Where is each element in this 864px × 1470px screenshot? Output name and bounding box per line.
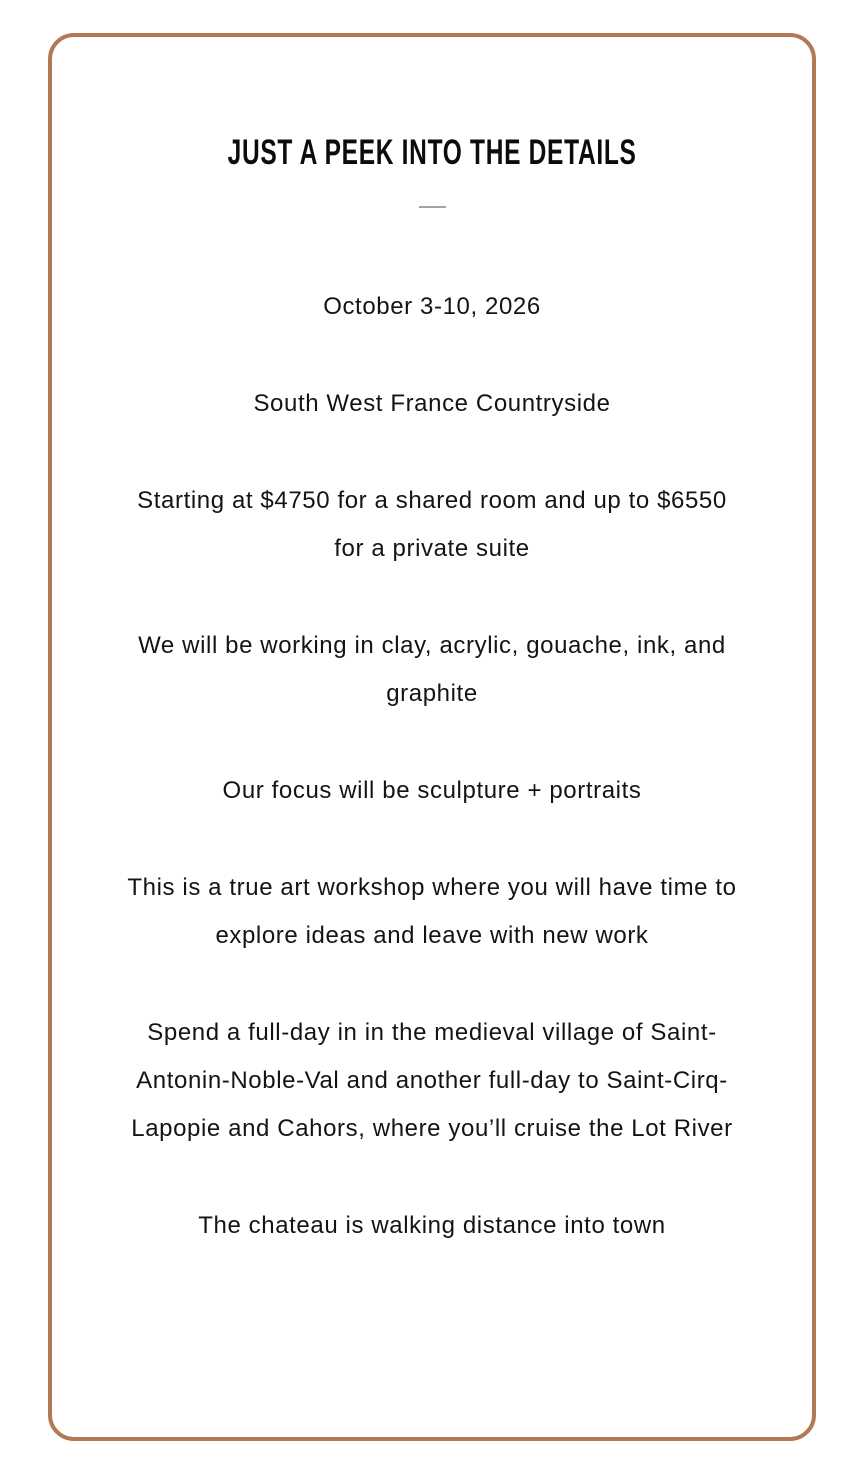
detail-paragraph-date: October 3-10, 2026 — [323, 293, 541, 320]
detail-paragraph-focus: Our focus will be sculpture + portraits — [222, 777, 642, 804]
detail-paragraph-materials: We will be working in clay, acrylic, gouache, ink, and graphite — [138, 632, 726, 707]
details-heading — [52, 133, 812, 173]
detail-paragraph-pricing: Starting at $4750 for a shared room and up to $6550 for a private suite — [137, 487, 727, 562]
details-content — [52, 208, 812, 1250]
detail-paragraph-excursions: Spend a full-day in in the medieval village of Saint-Antonin-Noble-Val and another full-day to Saint-Cirq-Lapopie and Cahors, where you’ll cruise the Lot River — [131, 1019, 733, 1142]
detail-paragraph-chateau: The chateau is walking distance into town — [198, 1212, 666, 1239]
detail-paragraph-location: South West France Countryside — [253, 390, 611, 417]
detail-paragraph-workshop: This is a true art workshop where you will have time to explore ideas and leave with new work — [127, 874, 737, 949]
details-heading-text: JUST A PEEK INTO THE DETAILS — [227, 133, 637, 172]
workshop-details-card — [48, 33, 816, 1441]
